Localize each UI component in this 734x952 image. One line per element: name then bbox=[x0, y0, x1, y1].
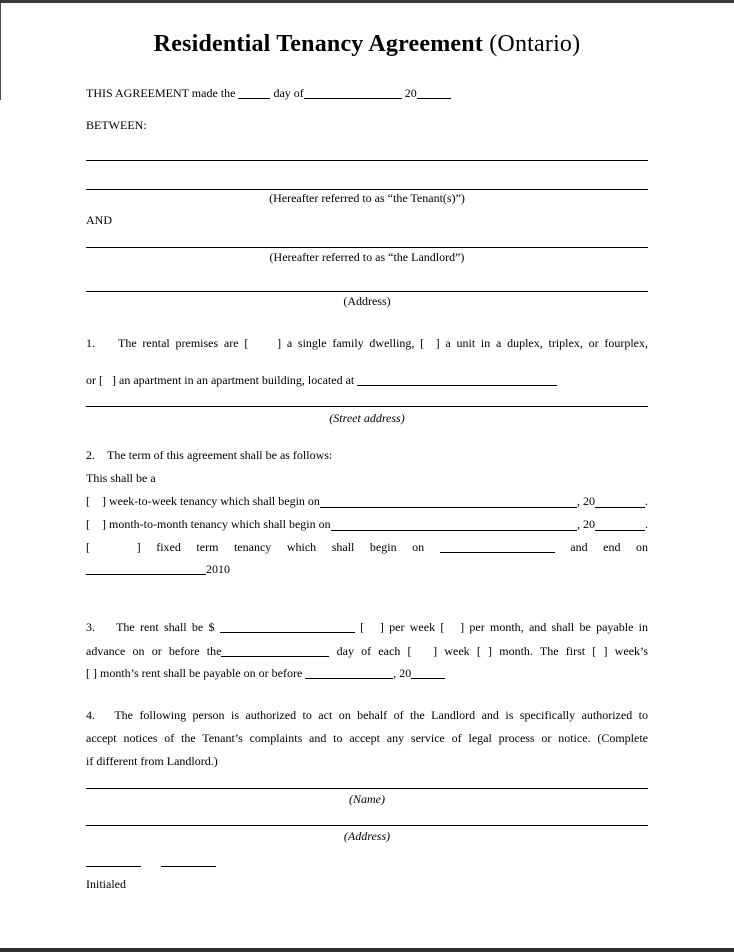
rent-period-text: [ ] per week [ ] per month, and shall be payable in bbox=[360, 620, 649, 634]
intro-text-2: day of bbox=[270, 86, 304, 100]
section4-line-2: accept notices of the Tenant’s complaints and to accept any service of legal process or notice. (Complete bbox=[86, 731, 648, 745]
initial-blank-2[interactable] bbox=[161, 866, 216, 867]
tenant-name-line-1[interactable] bbox=[86, 160, 648, 161]
street-address-line[interactable] bbox=[86, 406, 648, 407]
week-begin-date-blank[interactable] bbox=[320, 493, 577, 508]
due-period-text: day of each [ ] week [ ] month. The first [ ] week’s bbox=[336, 644, 649, 658]
agent-address-caption: (Address) bbox=[343, 829, 391, 843]
form-title-region: (Ontario) bbox=[483, 31, 581, 57]
month-tenancy-text: [ ] month-to-month tenancy which shall begin on bbox=[86, 517, 331, 531]
initialed-label: Initialed bbox=[86, 877, 126, 891]
intro-line bbox=[86, 84, 648, 102]
week-year-prefix: , 20 bbox=[577, 494, 595, 508]
located-at-blank[interactable] bbox=[357, 375, 557, 386]
section2-end-year-line bbox=[86, 560, 648, 578]
section2-month-line bbox=[86, 515, 648, 533]
advance-text: advance on or before the bbox=[86, 644, 222, 658]
section3-line-3 bbox=[86, 664, 648, 682]
between-label: BETWEEN: bbox=[86, 118, 147, 132]
month-name-blank[interactable] bbox=[304, 88, 402, 99]
agent-name-line[interactable] bbox=[86, 788, 648, 789]
viewer-edge-bottom bbox=[0, 948, 734, 952]
due-day-blank[interactable] bbox=[221, 646, 329, 657]
fixed-begin-date-blank[interactable] bbox=[440, 542, 555, 553]
first-rent-text: [ ] month’s rent shall be payable on or before bbox=[86, 666, 303, 680]
month-begin-date-blank[interactable] bbox=[331, 516, 577, 531]
rent-amount-blank[interactable] bbox=[220, 622, 355, 633]
section2-lead: This shall be a bbox=[86, 471, 156, 485]
month-year-prefix: , 20 bbox=[577, 517, 595, 531]
landlord-caption: (Hereafter referred to as “the Landlord”) bbox=[269, 250, 465, 264]
agent-name-caption: (Name) bbox=[349, 792, 385, 806]
fixed-end-date-blank[interactable] bbox=[86, 564, 206, 575]
form-title-main: Residential Tenancy Agreement bbox=[153, 31, 484, 57]
and-label: AND bbox=[86, 213, 112, 227]
first-rent-year-prefix: , 20 bbox=[393, 666, 412, 680]
first-rent-date-blank[interactable] bbox=[305, 668, 393, 679]
section1-line-1: 1. The rental premises are [ ] a single family dwelling, [ ] a unit in a duplex, triplex, or fourplex, bbox=[86, 336, 648, 350]
section2-fixed-line bbox=[86, 538, 648, 556]
street-address-caption: (Street address) bbox=[329, 411, 405, 425]
agent-address-line[interactable] bbox=[86, 825, 648, 826]
tenant-caption: (Hereafter referred to as “the Tenant(s)”) bbox=[269, 191, 465, 205]
intro-text-1: THIS AGREEMENT made the bbox=[86, 86, 236, 100]
intro-text-3: 20 bbox=[401, 86, 417, 100]
fixed-end-year: 2010 bbox=[206, 562, 230, 576]
rent-amount-text: 3. The rent shall be $ bbox=[86, 620, 215, 634]
section2-week-line bbox=[86, 492, 648, 510]
fixed-tenancy-end-text: and end on bbox=[570, 540, 649, 554]
fixed-tenancy-text: [ ] fixed term tenancy which shall begin on bbox=[86, 540, 425, 554]
week-year-blank[interactable] bbox=[595, 493, 645, 508]
form-title bbox=[0, 27, 734, 61]
intro-year-blank[interactable] bbox=[417, 88, 451, 99]
day-number-blank[interactable] bbox=[238, 88, 270, 99]
section1-line-2-text: or [ ] an apartment in an apartment building, located at bbox=[86, 373, 355, 387]
section4-line-1: 4. The following person is authorized to act on behalf of the Landlord and is specifically authorized to bbox=[86, 708, 648, 722]
viewer-edge-top bbox=[0, 0, 734, 3]
section3-line-2 bbox=[86, 642, 648, 660]
section3-line-1 bbox=[86, 618, 648, 636]
week-line-period: . bbox=[645, 494, 648, 508]
section2-heading: 2. The term of this agreement shall be as follows: bbox=[86, 448, 333, 462]
initial-blank-1[interactable] bbox=[86, 866, 141, 867]
month-year-blank[interactable] bbox=[595, 516, 645, 531]
week-tenancy-text: [ ] week-to-week tenancy which shall begin on bbox=[86, 494, 320, 508]
section1-line-2 bbox=[86, 371, 648, 389]
section4-line-3: if different from Landlord.) bbox=[86, 754, 218, 768]
month-line-period: . bbox=[645, 517, 648, 531]
first-rent-year-blank[interactable] bbox=[411, 668, 445, 679]
landlord-address-caption: (Address) bbox=[343, 294, 391, 308]
